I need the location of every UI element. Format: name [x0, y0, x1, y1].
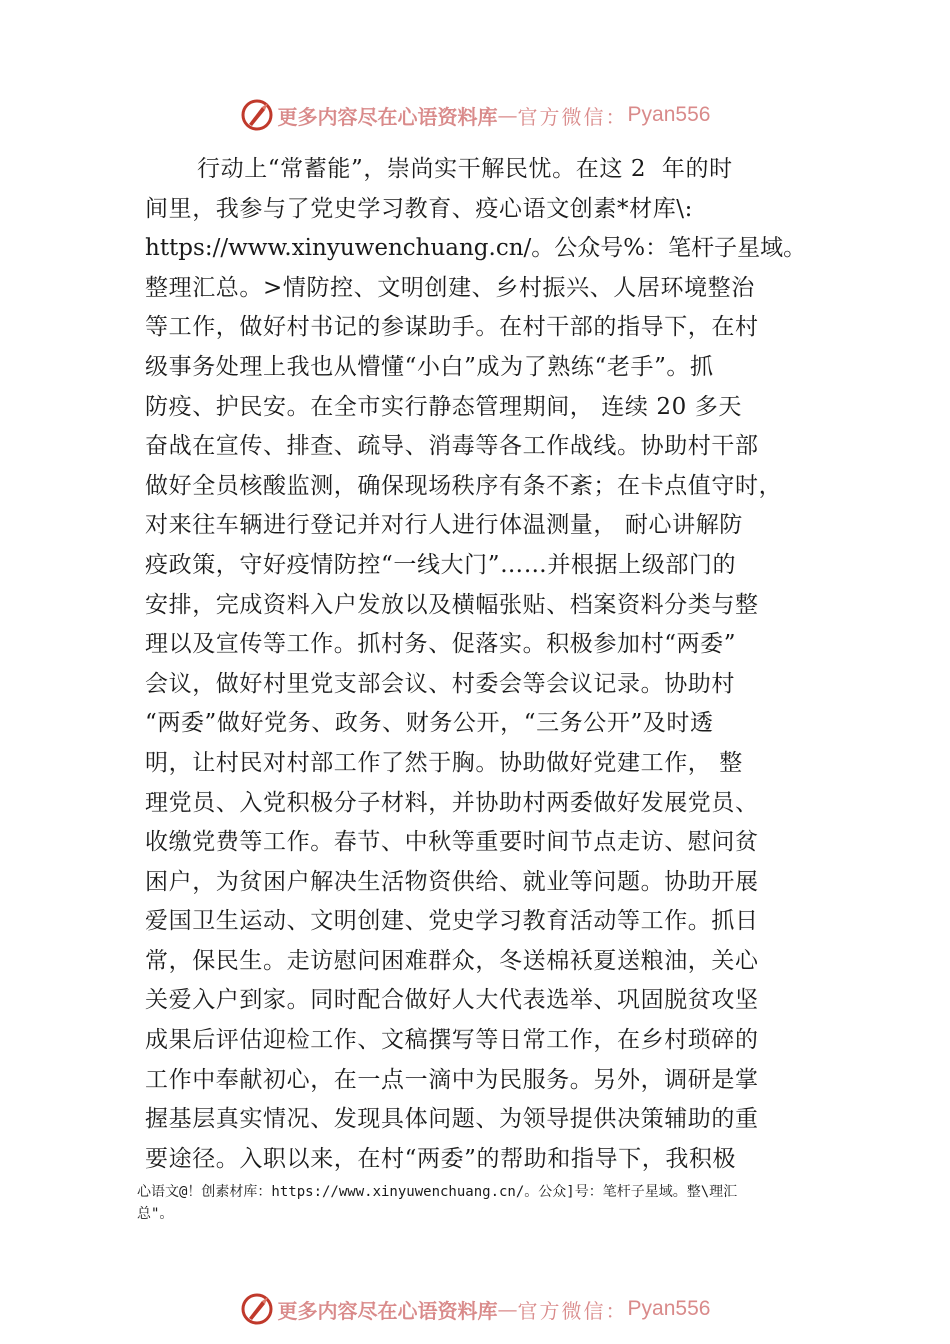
footer-banner	[0, 1289, 950, 1329]
body-line: “两委”做好党务、政务、财务公开，“三务公开”及时透	[145, 710, 714, 737]
body-line: 安排，完成资料入户发放以及横幅张贴、档案资料分类与整	[145, 591, 759, 618]
body-line: 困户，为贫困户解决生活物资供给、就业等问题。协助开展	[145, 868, 759, 895]
body-line: 明，让村民对村部工作了然于胸。协助做好党建工作， 整	[145, 749, 743, 776]
header-banner	[0, 95, 950, 135]
footnote-line: 心语文@！创素材库：https://www.xinyuwenchuang.cn/。公众]号：笔杆子星域。整\理汇	[137, 1184, 738, 1200]
body-line: 理以及宣传等工作。抓村务、促落实。积极参加村“两委”	[145, 631, 737, 658]
document-body	[145, 150, 815, 1179]
body-line: 工作中奉献初心，在一点一滴中为民服务。另外，调研是掌	[145, 1066, 759, 1093]
body-line: 爱国卫生运动、文明创建、党史学习教育活动等工作。抓日	[145, 908, 759, 935]
banner-wechat-id: Pyan556	[627, 103, 711, 126]
body-line: 握基层真实情况、发现具体问题、为领导提供决策辅助的重	[145, 1106, 759, 1133]
body-line: 做好全员核酸监测，确保现场秩序有条不紊；在卡点值守时，	[145, 472, 783, 499]
body-line: 常，保民生。走访慰问困难群众，冬送棉袄夏送粮油，关心	[145, 947, 759, 974]
body-line: 收缴党费等工作。春节、中秋等重要时间节点走访、慰问贫	[145, 829, 759, 856]
banner-wechat-label: 官方微信：	[517, 1298, 628, 1323]
body-line: 成果后评估迎检工作、文稿撰写等日常工作，在乡村琐碎的	[145, 1027, 759, 1054]
banner-title: 更多内容尽在心语资料库	[277, 1298, 498, 1323]
banner-wechat-label: 官方微信：	[517, 104, 628, 129]
body-line: 级事务处理上我也从懵懂“小白”成为了熟练“老手”。抓	[145, 353, 714, 380]
body-line: 奋战在宣传、排查、疏导、消毒等各工作战线。协助村干部	[145, 433, 759, 460]
body-line: 会议，做好村里党支部会议、村委会等会议记录。协助村	[145, 670, 735, 697]
quill-logo-icon	[240, 98, 274, 132]
body-line: 行动上“常蓄能”，崇尚实干解民忧。在这 2 年的时	[197, 156, 733, 182]
body-line: 理党员、入党积极分子材料，并协助村两委做好发展党员、	[145, 789, 759, 816]
banner-separator: —	[497, 1297, 518, 1321]
body-line: 疫政策，守好疫情防控“一线大门”……并根据上级部门的	[145, 551, 737, 578]
banner-title: 更多内容尽在心语资料库	[277, 104, 498, 129]
body-line: https://www.xinyuwenchuang.cn/。公众号%：笔杆子星域。	[145, 235, 807, 262]
body-line: 间里，我参与了党史学习教育、疫心语文创素*材库\:	[145, 195, 693, 222]
body-line: 要途径。入职以来，在村“两委”的帮助和指导下，我积极	[145, 1145, 737, 1172]
banner-wechat-id: Pyan556	[627, 1297, 711, 1320]
body-line: 整理汇总。>情防控、文明创建、乡村振兴、人居环境整治	[145, 274, 755, 301]
body-line: 关爱入户到家。同时配合做好人大代表选举、巩固脱贫攻坚	[145, 987, 759, 1014]
quill-logo-icon	[240, 1292, 274, 1326]
footnote-line: 总"。	[137, 1206, 174, 1222]
body-line: 等工作，做好村书记的参谋助手。在村干部的指导下，在村	[145, 314, 759, 341]
body-line: 防疫、护民安。在全市实行静态管理期间， 连续 20 多天	[145, 393, 742, 420]
banner-separator: —	[497, 103, 518, 127]
body-line: 对来往车辆进行登记并对行人进行体温测量， 耐心讲解防	[145, 512, 743, 539]
footnote	[137, 1181, 837, 1225]
